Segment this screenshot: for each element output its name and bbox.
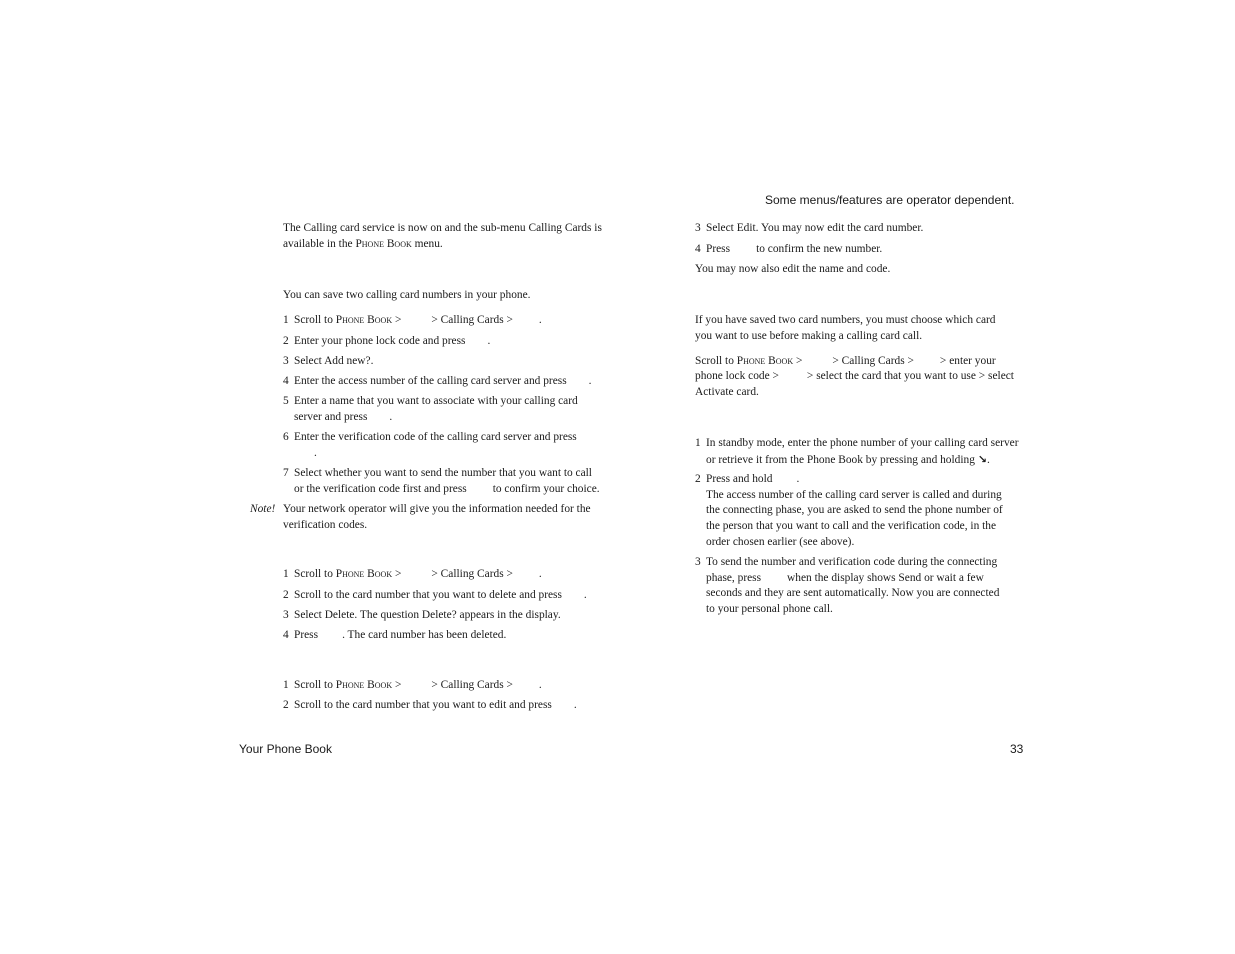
- page-number: 33: [1010, 742, 1024, 756]
- add-step-4: 4 Enter the access number of the calling card server and press .: [283, 375, 592, 387]
- operator-note: Some menus/features are operator dependent.: [765, 193, 1015, 207]
- edit-also: You may now also edit the name and code.: [695, 263, 891, 275]
- note-label: Note!: [250, 503, 276, 515]
- add-step-6: 6 Enter the verification code of the calling card server and press: [283, 431, 577, 443]
- note-line-1: Your network operator will give you the information needed for the: [283, 503, 591, 515]
- add-step-7-cont: or the verification code first and press to confirm your choice.: [294, 483, 600, 495]
- edit-step-2: 2 Scroll to the card number that you want to edit and press .: [283, 699, 577, 711]
- call-step-3-line-2: phase, press when the display shows Send or wait a few: [706, 572, 984, 584]
- add-step-5-cont: server and press .: [294, 411, 393, 423]
- delete-step-1: 1 Scroll to Phone Book > > Calling Cards > .: [283, 568, 542, 580]
- add-step-5: 5 Enter a name that you want to associate with your calling card: [283, 395, 578, 407]
- intro-line-1: The Calling card service is now on and the sub-menu Calling Cards is: [283, 222, 602, 234]
- note-line-2: verification codes.: [283, 519, 368, 531]
- activate-line-3: Activate card.: [695, 386, 759, 398]
- call-step-2-line-3: the connecting phase, you are asked to send the phone number of: [706, 504, 1003, 516]
- choose-line-1: If you have saved two card numbers, you must choose which card: [695, 314, 996, 326]
- call-step-3-line-4: to your personal phone call.: [706, 603, 833, 615]
- call-step-1: 1 In standby mode, enter the phone number of your calling card server: [695, 437, 1019, 449]
- choose-line-2: you want to use before making a calling card call.: [695, 330, 923, 342]
- intro-line-2: available in the Phone Book menu.: [283, 238, 443, 250]
- activate-line-1: Scroll to Phone Book > > Calling Cards > > enter your: [695, 355, 996, 367]
- add-step-3: 3 Select Add new?.: [283, 355, 374, 367]
- call-step-3: 3 To send the number and verification code during the connecting: [695, 556, 998, 568]
- call-step-3-line-3: seconds and they are sent automatically. Now you are connected: [706, 587, 1000, 599]
- edit-step-3: 3 Select Edit. You may now edit the card number.: [695, 222, 924, 234]
- delete-step-2: 2 Scroll to the card number that you want to delete and press .: [283, 589, 587, 601]
- add-step-1: 1 Scroll to Phone Book > > Calling Cards > .: [283, 314, 542, 326]
- add-step-7: 7 Select whether you want to send the number that you want to call: [283, 467, 592, 479]
- footer-section: Your Phone Book: [239, 742, 332, 756]
- arrow-down-right-icon: ↘: [977, 453, 987, 466]
- delete-step-3: 3 Select Delete. The question Delete? appears in the display.: [283, 609, 561, 621]
- delete-step-4: 4 Press . The card number has been deleted.: [283, 629, 507, 641]
- call-step-1-cont: or retrieve it from the Phone Book by pressing and holding ↘.: [706, 453, 990, 466]
- edit-step-4: 4 Press to confirm the new number.: [695, 243, 883, 255]
- add-step-6-cont: .: [314, 447, 317, 459]
- call-step-2: 2 Press and hold .: [695, 473, 800, 485]
- save-intro: You can save two calling card numbers in your phone.: [283, 289, 531, 301]
- add-step-2: 2 Enter your phone lock code and press .: [283, 335, 491, 347]
- edit-step-1: 1 Scroll to Phone Book > > Calling Cards > .: [283, 679, 542, 691]
- call-step-2-line-5: order chosen earlier (see above).: [706, 536, 855, 548]
- call-step-2-line-2: The access number of the calling card server is called and during: [706, 489, 1002, 501]
- call-step-2-line-4: the person that you want to call and the verification code, in the: [706, 520, 997, 532]
- activate-line-2: phone lock code > > select the card that you want to use > select: [695, 370, 1014, 382]
